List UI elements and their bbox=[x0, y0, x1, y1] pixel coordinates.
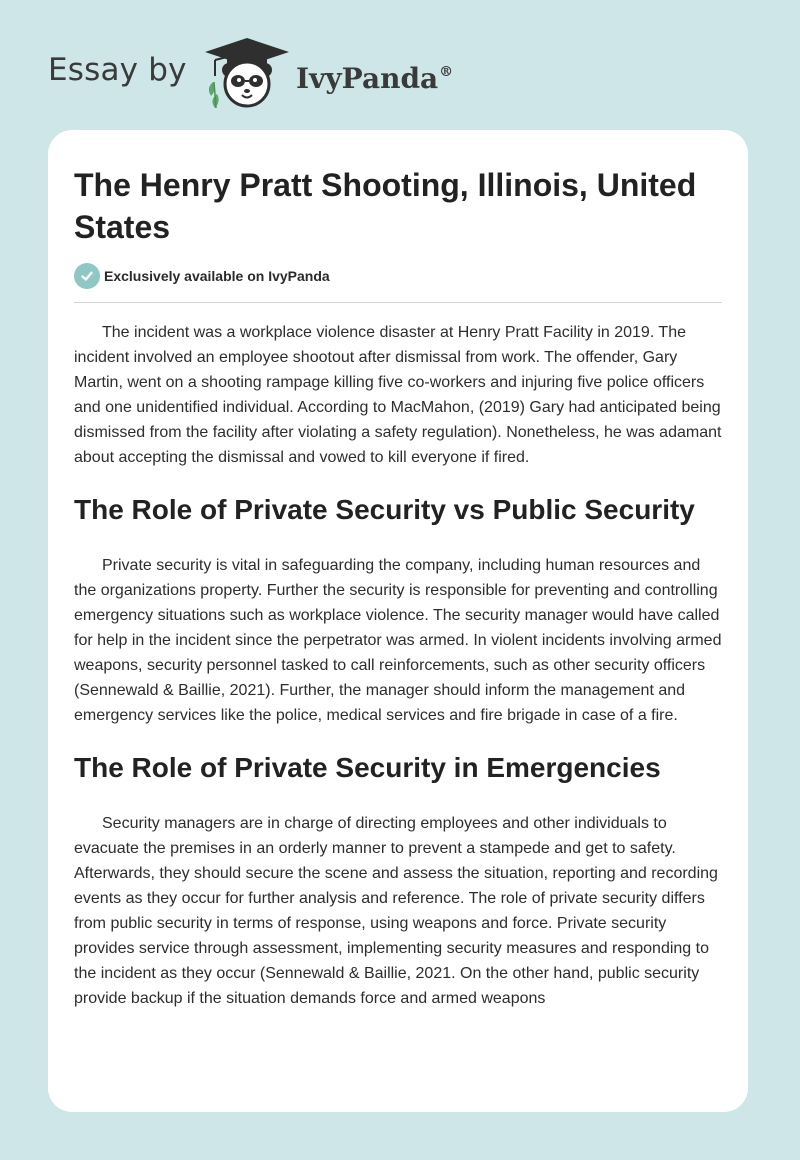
exclusive-badge bbox=[74, 263, 330, 289]
page-title: The Henry Pratt Shooting, Illinois, United States bbox=[74, 167, 697, 245]
ivypanda-wordmark[interactable] bbox=[296, 52, 453, 99]
check-icon bbox=[74, 263, 100, 289]
panda-graduate-logo-icon[interactable] bbox=[203, 36, 291, 110]
divider bbox=[74, 302, 722, 303]
essay-by-label: Essay by bbox=[48, 52, 187, 88]
section-paragraph: Security managers are in charge of directing employees and other individuals to evacuate the premises in an orderly manner to prevent a stampede and get to safety. Afterwards, they should secure the scene and assess the situation, reporting and recording events as they occur for further analysis and reference. The role of private security differs from public security in terms of response, using weapons and force. Private security provides service through assessment, implementing security measures and responding to the incident as they occur (Sennewald & Baillie, 2021. On the other hand, public security provide backup if the situation demands force and armed weapons bbox=[74, 815, 718, 1007]
brand-name: IvyPanda bbox=[296, 62, 439, 95]
registered-mark: ® bbox=[439, 64, 454, 80]
section-heading: The Role of Private Security in Emergencies bbox=[74, 752, 661, 783]
section-heading: The Role of Private Security vs Public Security bbox=[74, 494, 695, 525]
intro-paragraph: The incident was a workplace violence disaster at Henry Pratt Facility in 2019. The incident involved an employee shootout after dismissal from work. The offender, Gary Martin, went on a shooting rampage killing five co-workers and injuring five police officers and one unidentified individual. According to MacMahon, (2019) Gary had anticipated being dismissed from the facility after violating a safety regulation). Nonetheless, he was adamant about accepting the dismissal and vowed to kill everyone if fired. bbox=[74, 324, 722, 466]
essay-card bbox=[48, 130, 748, 1112]
essay-body bbox=[74, 320, 724, 1011]
site-header bbox=[0, 0, 800, 130]
exclusive-label: Exclusively available on IvyPanda bbox=[104, 268, 330, 284]
section-paragraph: Private security is vital in safeguarding the company, including human resources and the organizations property. Further the security is responsible for preventing and controlling emergency situations such as workplace violence. The security manager would have called for help in the incident since the perpetrator was armed. In violent incidents involving armed weapons, security personnel tasked to call reinforcements, such as other security officers (Sennewald & Baillie, 2021). Further, the manager should inform the management and emergency services like the police, medical services and fire brigade in case of a fire. bbox=[74, 557, 722, 724]
